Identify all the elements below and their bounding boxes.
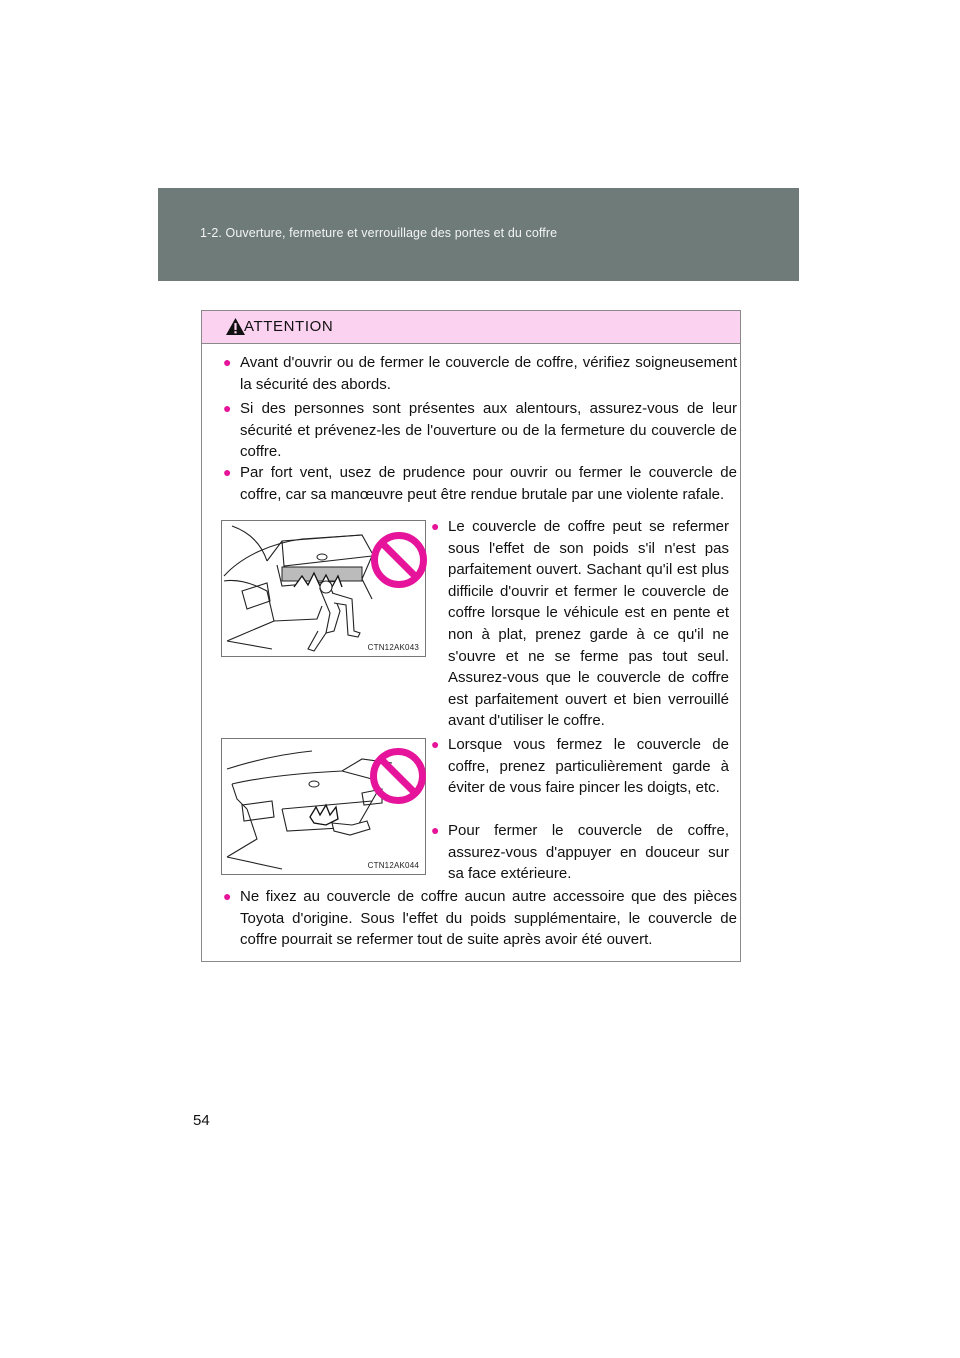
warning-box — [201, 310, 741, 962]
warning-item-text: Avant d'ouvrir ou de fermer le couvercle de coffre, vérifiez soigneusement la sécurité des abords. — [240, 354, 737, 393]
warning-item — [223, 886, 737, 951]
warning-triangle-icon — [225, 317, 246, 336]
warning-item-text: Lorsque vous fermez le couvercle de coffre, prenez particulièrement garde à éviter de vous faire pincer les doigts, etc. — [448, 736, 729, 797]
figure-code: CTN12AK044 — [367, 861, 419, 870]
figure-code: CTN12AK043 — [367, 643, 419, 652]
bullet-icon: ● — [223, 354, 232, 370]
bullet-icon: ● — [223, 400, 232, 416]
warning-item — [223, 398, 737, 463]
warning-item-text: Pour fermer le couvercle de coffre, assurez-vous d'appuyer en douceur sur sa face extérieure. — [448, 822, 729, 883]
prohibited-icon — [368, 746, 428, 806]
page-number: 54 — [193, 1112, 210, 1129]
warning-item-text: Si des personnes sont présentes aux alentours, assurez-vous de leur sécurité et prévenez-les de l'ouverture ou de la fermeture du couvercle de coffre. — [240, 400, 737, 461]
warning-item-text: Par fort vent, usez de prudence pour ouvrir ou fermer le couvercle de coffre, car sa manœuvre peut être rendue brutale par une violente rafale. — [240, 464, 737, 503]
warning-item-text: Le couvercle de coffre peut se refermer sous l'effet de son poids s'il n'est pas parfaitement ouvert. Sachant qu'il est plus difficile d'ouvrir et fermer le couvercle de coffre lorsque le véhicule est en pente et non à plat, prenez garde à ce qu'il ne s'ouvre et ne se ferme pas tout seul. Assurez-vous que le couvercle de coffre est parfaitement ouvert et bien verrouillé avant d'utiliser le coffre. — [448, 518, 729, 730]
bullet-icon: ● — [223, 464, 232, 480]
warning-title: ATTENTION — [244, 318, 334, 335]
prohibited-icon — [369, 530, 429, 590]
bullet-icon: ● — [223, 888, 232, 904]
warning-item — [223, 462, 737, 505]
bullet-icon: ● — [431, 822, 440, 838]
section-header-band — [158, 188, 799, 281]
warning-item — [431, 516, 729, 732]
warning-item — [431, 820, 729, 885]
warning-item — [431, 734, 729, 799]
bullet-icon: ● — [431, 736, 440, 752]
warning-item-text: Ne fixez au couvercle de coffre aucun autre accessoire que des pièces Toyota d'origine. Sous l'effet du poids supplémentaire, le couvercle de coffre pourrait se refermer tout de suite après avoir été ouvert. — [240, 888, 737, 949]
section-title: 1-2. Ouverture, fermeture et verrouillage des portes et du coffre — [200, 226, 558, 240]
warning-header — [202, 311, 740, 344]
bullet-icon: ● — [431, 518, 440, 534]
warning-item — [223, 352, 737, 395]
